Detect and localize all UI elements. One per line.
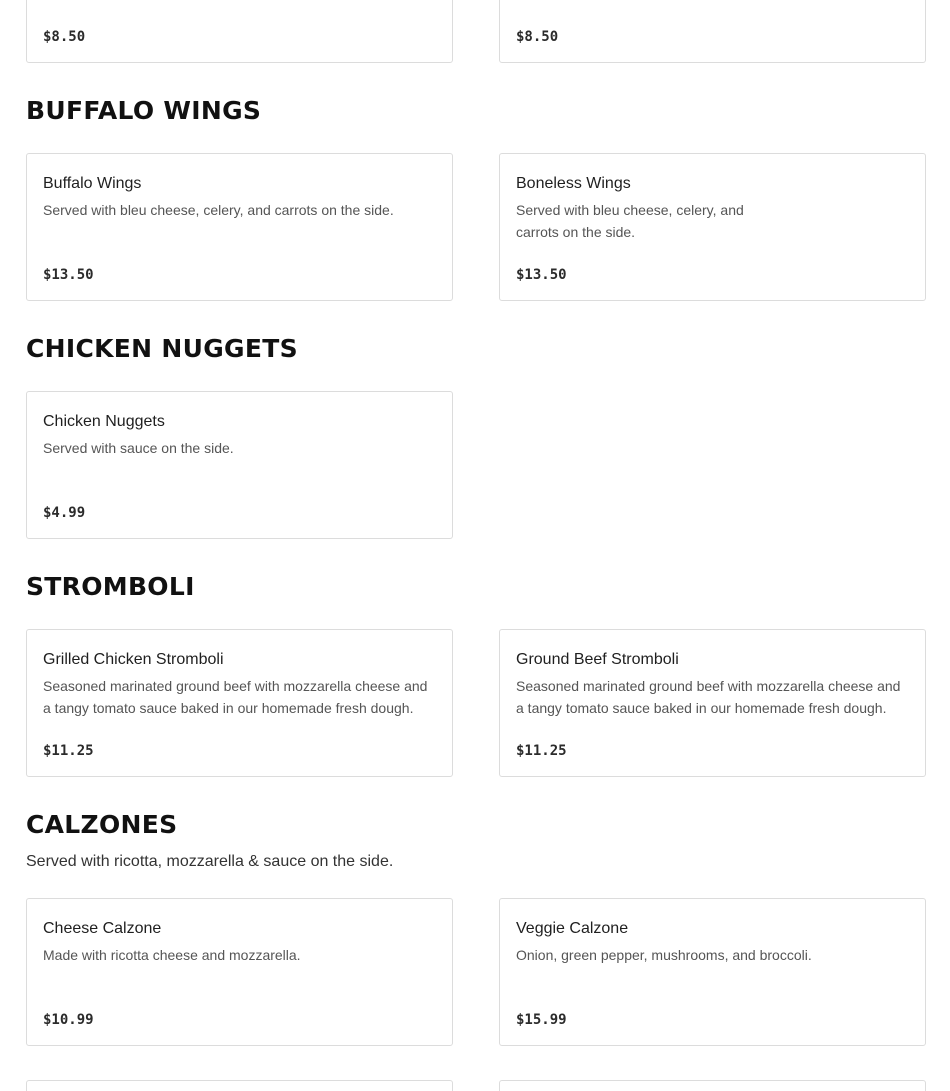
section-title: CHICKEN NUGGETS: [26, 334, 298, 363]
item-name: Cheese Calzone: [43, 920, 162, 937]
item-description: Seasoned marinated ground beef with mozzarella cheese and a tangy tomato sauce baked in our homemade fresh dough.: [516, 678, 901, 716]
item-price: $13.50: [516, 267, 567, 283]
item-name: Boneless Wings: [516, 175, 631, 192]
menu-item-card-chicken-nuggets[interactable]: [26, 391, 453, 539]
item-description: Served with sauce on the side.: [43, 440, 234, 456]
item-price: $10.99: [43, 1012, 94, 1028]
item-price: $15.99: [516, 1012, 567, 1028]
item-name: Chicken Nuggets: [43, 413, 165, 430]
item-name: Ground Beef Stromboli: [516, 651, 679, 668]
menu-item-card[interactable]: [499, 1080, 926, 1091]
menu-item-card[interactable]: [26, 1080, 453, 1091]
item-description: Served with bleu cheese, celery, and carrots on the side.: [43, 202, 394, 218]
menu-item-card-grilled-chicken-stromboli[interactable]: [26, 629, 453, 777]
menu-item-card-cheese-calzone[interactable]: [26, 898, 453, 1046]
item-price: $11.25: [43, 743, 94, 759]
item-name: Veggie Calzone: [516, 920, 629, 937]
menu-item-card[interactable]: [499, 0, 926, 63]
item-description: Onion, green pepper, mushrooms, and broccoli.: [516, 947, 812, 963]
menu-item-card-ground-beef-stromboli[interactable]: [499, 629, 926, 777]
section-description: Served with ricotta, mozzarella & sauce on the side.: [26, 853, 394, 870]
section-title: CALZONES: [26, 810, 178, 839]
menu-item-card-buffalo-wings[interactable]: [26, 153, 453, 301]
menu-item-card-boneless-wings[interactable]: [499, 153, 926, 301]
item-name: Buffalo Wings: [43, 175, 142, 192]
section-title: STROMBOLI: [26, 572, 195, 601]
item-description: Served with bleu cheese, celery, and carrots on the side.: [516, 202, 744, 240]
item-description: Made with ricotta cheese and mozzarella.: [43, 947, 301, 963]
menu-item-card-veggie-calzone[interactable]: [499, 898, 926, 1046]
item-name: Grilled Chicken Stromboli: [43, 651, 224, 668]
item-price: $8.50: [516, 29, 559, 45]
item-price: $4.99: [43, 505, 86, 521]
section-title: BUFFALO WINGS: [26, 96, 262, 125]
item-price: $11.25: [516, 743, 567, 759]
item-price: $13.50: [43, 267, 94, 283]
item-price: $8.50: [43, 29, 86, 45]
item-description: Seasoned marinated ground beef with mozzarella cheese and a tangy tomato sauce baked in our homemade fresh dough.: [43, 678, 428, 716]
menu-item-card[interactable]: [26, 0, 453, 63]
